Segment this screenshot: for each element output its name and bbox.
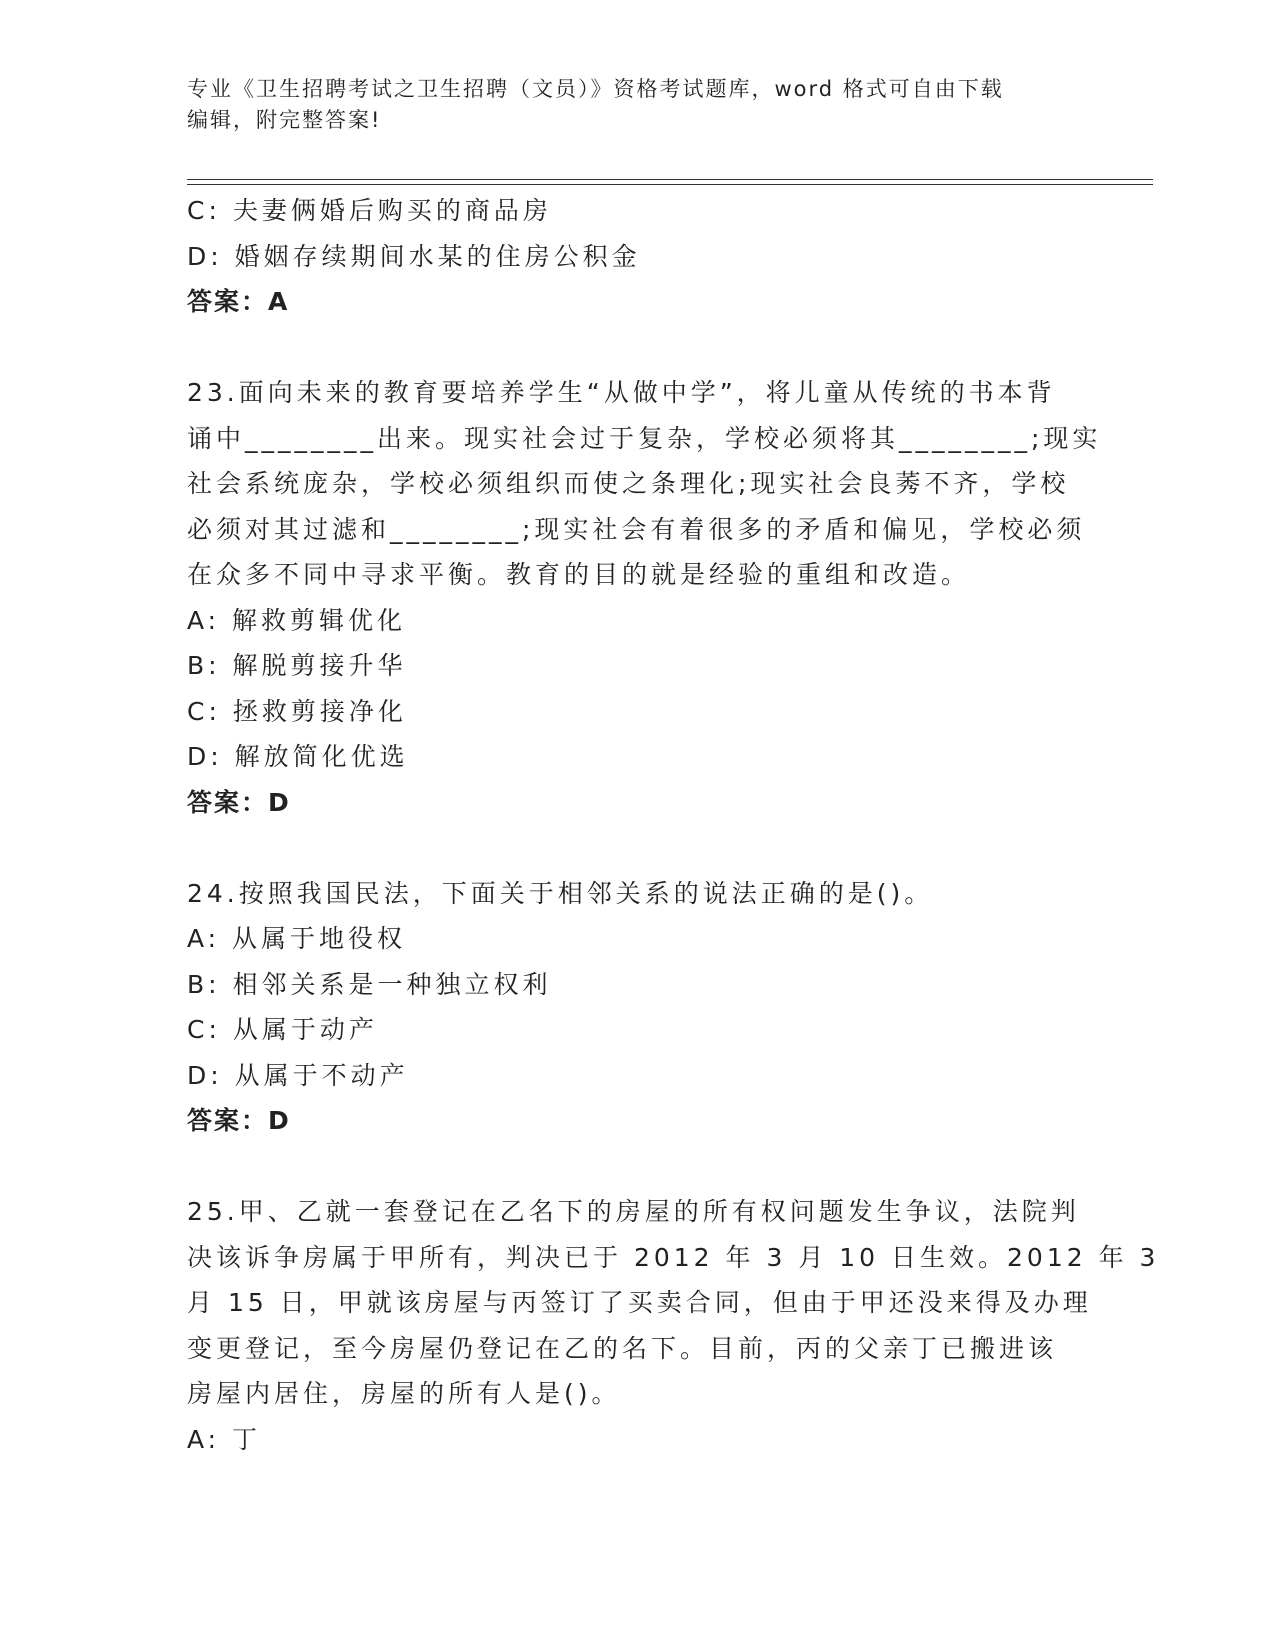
header-rule-top [187, 179, 1153, 180]
header-line-1: 专业《卫生招聘考试之卫生招聘（文员）》资格考试题库，word 格式可自由下载 [187, 77, 1004, 101]
option-d: D: 解放简化优选 [187, 742, 409, 771]
option-c: C: 从属于动产 [187, 1015, 378, 1044]
spacer [187, 1144, 1077, 1190]
question-text-line: 月 15 日，甲就该房屋与丙签订了买卖合同，但由于甲还没来得及办理 [187, 1288, 1092, 1317]
option-a: A: 解救剪辑优化 [187, 605, 407, 635]
question-text-line: 社会系统庞杂，学校必须组织而使之条理化;现实社会良莠不齐，学校 [187, 469, 1070, 498]
option-c: C: 拯救剪接净化 [187, 696, 407, 726]
spacer [187, 825, 1077, 871]
question-text-line: 在众多不同中寻求平衡。教育的目的就是经验的重组和改造。 [187, 560, 971, 589]
question-text-line: 必须对其过滤和________;现实社会有着很多的矛盾和偏见，学校必须 [187, 514, 1086, 544]
option-a: A: 从属于地役权 [187, 924, 407, 953]
option-a: A: 丁 [187, 1424, 262, 1454]
question-text-line: 23.面向未来的教育要培养学生“从做中学”，将儿童从传统的书本背 [187, 378, 1056, 407]
question-text-line: 24.按照我国民法，下面关于相邻关系的说法正确的是()。 [187, 878, 934, 908]
answer-label: 答案：D [187, 787, 291, 817]
question-text-line: 房屋内居住，房屋的所有人是()。 [187, 1379, 621, 1408]
page-header [187, 74, 1067, 136]
option-b: B: 解脱剪接升华 [187, 651, 407, 680]
question-text-line: 25.甲、乙就一套登记在乙名下的房屋的所有权问题发生争议，法院判 [187, 1197, 1080, 1226]
option-b: B: 相邻关系是一种独立权利 [187, 969, 552, 999]
question-23 [187, 370, 1102, 825]
header-rule-bottom [187, 184, 1153, 185]
question-content [187, 188, 1160, 1462]
question-22-tail [187, 188, 1077, 325]
question-24 [187, 871, 1077, 1144]
option-d: D: 从属于不动产 [187, 1060, 409, 1090]
answer-label: 答案：D [187, 1106, 291, 1135]
answer-label: 答案：A [187, 287, 290, 316]
question-text-line: 决该诉争房属于甲所有，判决已于 2012 年 3 月 10 日生效。2012 年 3 [187, 1242, 1160, 1272]
question-text-line: 诵中________出来。现实社会过于复杂，学校必须将其________;现实 [187, 423, 1102, 453]
header-line-2: 编辑，附完整答案! [187, 108, 382, 132]
question-25 [187, 1189, 1160, 1462]
option-d: D: 婚姻存续期间水某的住房公积金 [187, 241, 641, 271]
question-text-line: 变更登记，至今房屋仍登记在乙的名下。目前，丙的父亲丁已搬进该 [187, 1333, 1058, 1363]
option-c: C: 夫妻俩婚后购买的商品房 [187, 196, 552, 225]
spacer [187, 325, 1077, 371]
